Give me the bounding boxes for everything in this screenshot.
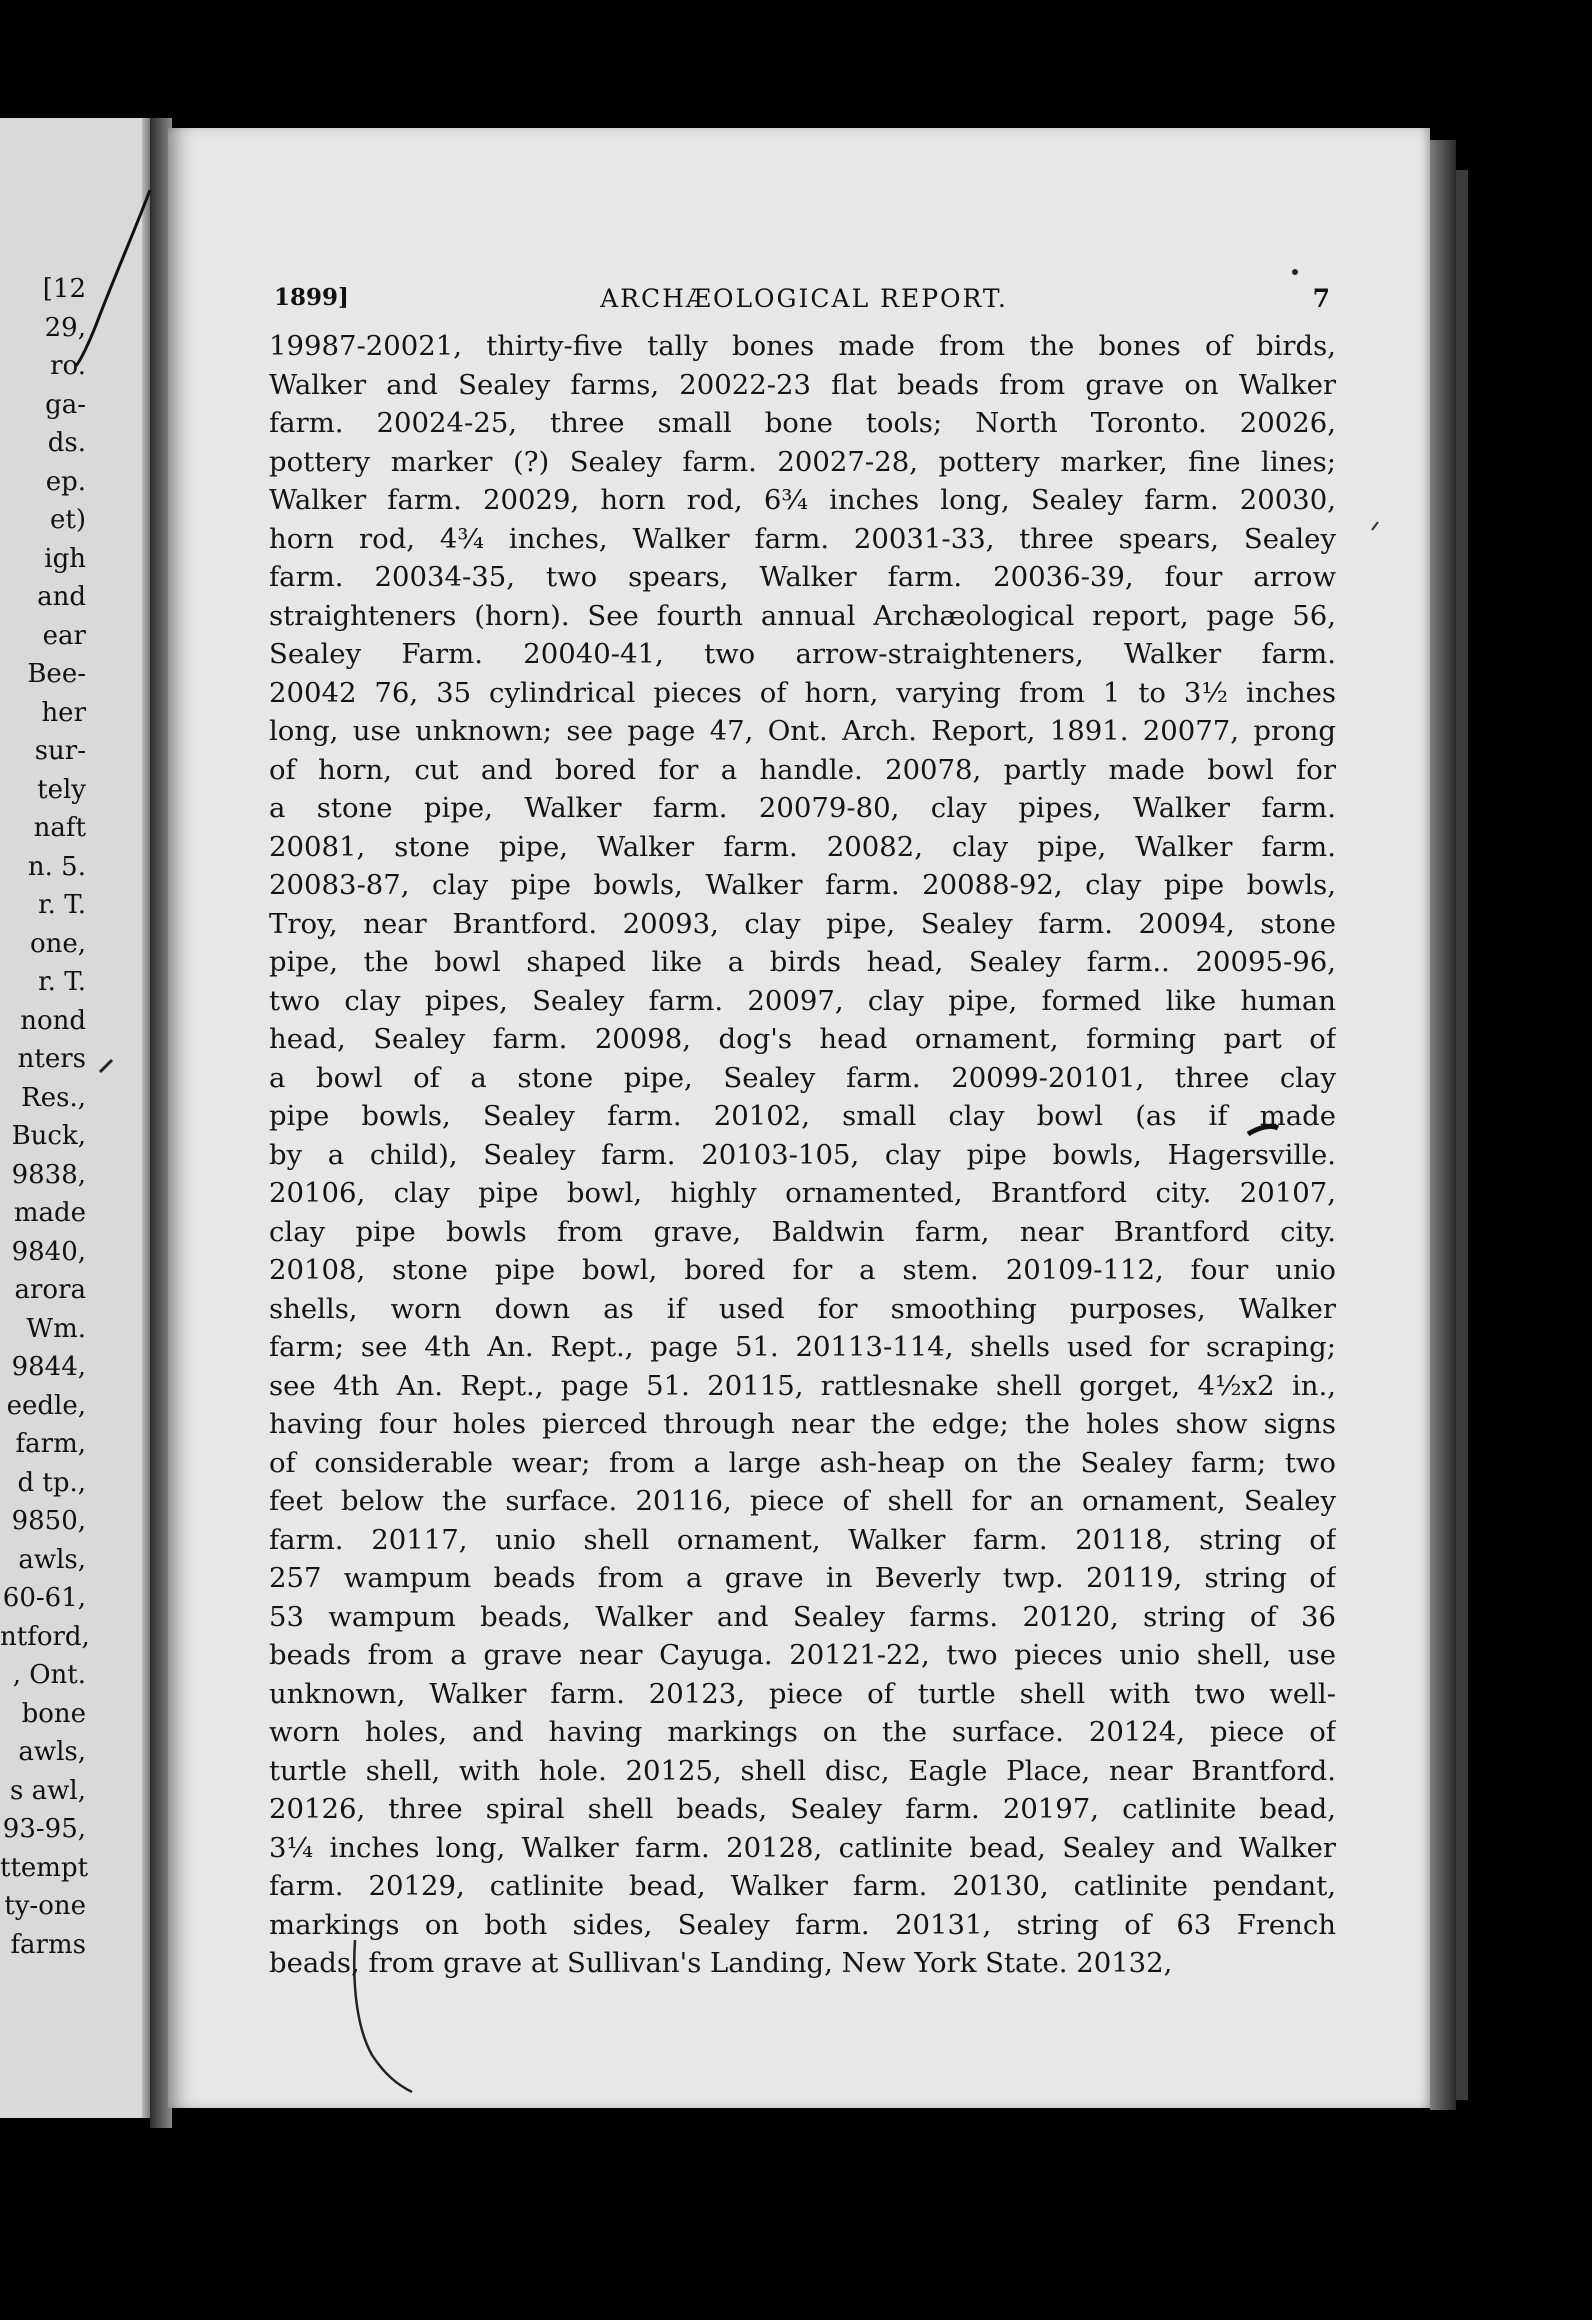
facing-page-fragment: r. T.	[38, 890, 86, 920]
facing-page-fragment: , Ont.	[12, 1660, 86, 1690]
facing-page-fragment: 9844,	[11, 1352, 86, 1382]
facing-page-fragment: awls,	[18, 1544, 86, 1575]
text-line: farm. 20117, unio shell ornament, Walker farm. 20118, string of	[269, 1523, 1336, 1556]
text-line: horn rod, 4¾ inches, Walker farm. 20031-33, three spears, Sealey	[269, 522, 1336, 555]
text-line: farm; see 4th An. Rept., page 51. 20113-114, shells used for scraping;	[269, 1331, 1336, 1363]
text-line: pottery marker (?) Sealey farm. 20027-28, pottery marker, fine lines;	[269, 445, 1336, 478]
text-line: 20042 76, 35 cylindrical pieces of horn, varying from 1 to 3½ inches	[269, 676, 1336, 709]
facing-page-fragment: r. T.	[38, 967, 86, 997]
facing-page-fragment: her	[41, 697, 86, 728]
facing-page-fragment: ga-	[45, 389, 86, 420]
facing-page-fragment: 29,	[44, 312, 86, 343]
text-line: straighteners (horn). See fourth annual Archæological report, page 56,	[269, 599, 1336, 632]
facing-page-fragment: s awl,	[10, 1775, 86, 1806]
facing-page-fragment: made	[13, 1198, 86, 1228]
text-line: shells, worn down as if used for smoothing purposes, Walker	[269, 1292, 1336, 1325]
text-line: a stone pipe, Walker farm. 20079-80, clay pipes, Walker farm.	[269, 792, 1336, 824]
facing-page-fragment: one,	[29, 928, 86, 959]
text-line: of considerable wear; from a large ash-heap on the Sealey farm; two	[269, 1446, 1336, 1479]
facing-page-fragment: ttempt	[0, 1852, 89, 1883]
text-line: head, Sealey farm. 20098, dog's head ornament, forming part of	[269, 1023, 1336, 1055]
facing-page-fragment: arora	[14, 1275, 86, 1305]
facing-page-fragment: sur-	[34, 736, 86, 766]
text-line: beads from a grave near Cayuga. 20121-22, two pieces unio shell, use	[269, 1639, 1336, 1671]
text-line: beads, from grave at Sullivan's Landing, New York State. 20132,	[269, 1947, 1173, 1979]
text-line: markings on both sides, Sealey farm. 20131, string of 63 French	[269, 1908, 1336, 1941]
text-line: farm. 20024-25, three small bone tools; North Toronto. 20026,	[269, 407, 1336, 439]
text-line: farm. 20129, catlinite bead, Walker farm. 20130, catlinite pendant,	[269, 1870, 1336, 1902]
ink-mark-small	[1372, 522, 1378, 530]
text-line: clay pipe bowls from grave, Baldwin farm, near Brantford city.	[269, 1215, 1336, 1248]
facing-page-fragment: n. 5.	[27, 851, 86, 882]
text-line: unknown, Walker farm. 20123, piece of turtle shell with two well-	[269, 1677, 1336, 1710]
facing-page-fragment: Res.,	[21, 1082, 86, 1113]
facing-page-fragment: nond	[20, 1005, 86, 1036]
facing-page-fragment: et)	[50, 505, 86, 535]
text-line: 3¼ inches long, Walker farm. 20128, catlinite bead, Sealey and Walker	[269, 1831, 1336, 1864]
text-line: two clay pipes, Sealey farm. 20097, clay pipe, formed like human	[269, 984, 1336, 1017]
text-line: Walker farm. 20029, horn rod, 6¾ inches long, Sealey farm. 20030,	[269, 484, 1336, 516]
facing-page-fragment: 60-61,	[2, 1583, 86, 1613]
text-line: worn holes, and having markings on the surface. 20124, piece of	[269, 1716, 1336, 1748]
facing-page-fragment: ds.	[47, 428, 86, 458]
text-line: 20108, stone pipe bowl, bored for a stem. 20109-112, four unio	[269, 1254, 1336, 1286]
facing-page-fragment: ntford,	[0, 1621, 90, 1652]
facing-page-fragment: bone	[21, 1698, 86, 1729]
text-line: 19987-20021, thirty-five tally bones made from the bones of birds,	[269, 330, 1336, 362]
facing-page-fragment: 9838,	[11, 1159, 86, 1190]
facing-page-fragment: [12	[42, 274, 86, 304]
text-line: Walker and Sealey farms, 20022-23 flat beads from grave on Walker	[269, 368, 1336, 401]
facing-page-fragment: Wm.	[26, 1313, 86, 1344]
facing-page-fragment: ep.	[45, 466, 86, 497]
text-line: having four holes pierced through near the edge; the holes show signs	[269, 1408, 1336, 1440]
text-line: 20081, stone pipe, Walker farm. 20082, clay pipe, Walker farm.	[269, 830, 1336, 863]
facing-page-fragment: d tp.,	[17, 1467, 86, 1498]
pencil-stroke-bottom	[354, 1940, 412, 2092]
text-line: a bowl of a stone pipe, Sealey farm. 20099-20101, three clay	[269, 1061, 1336, 1094]
facing-page-fragment: farm,	[15, 1429, 86, 1459]
text-line: Troy, near Brantford. 20093, clay pipe, Sealey farm. 20094, stone	[269, 907, 1336, 940]
facing-page-fragment: Bee-	[27, 659, 86, 689]
facing-page-fragment: and	[37, 582, 86, 612]
pencil-stroke-top-left	[76, 190, 150, 366]
text-line: by a child), Sealey farm. 20103-105, clay pipe bowls, Hagersville.	[269, 1138, 1336, 1171]
text-line: turtle shell, with hole. 20125, shell disc, Eagle Place, near Brantford.	[269, 1754, 1336, 1787]
header-year: 1899]	[274, 284, 349, 311]
text-line: Sealey Farm. 20040-41, two arrow-straighteners, Walker farm.	[269, 638, 1336, 670]
text-line: 20083-87, clay pipe bowls, Walker farm. 20088-92, clay pipe bowls,	[269, 869, 1336, 901]
facing-page-fragment: 9850,	[11, 1506, 86, 1536]
text-line: farm. 20034-35, two spears, Walker farm. 20036-39, four arrow	[269, 561, 1336, 593]
page-number: 7	[1312, 284, 1330, 313]
text-line: feet below the surface. 20116, piece of shell for an ornament, Sealey	[269, 1485, 1336, 1517]
facing-page-fragment: ear	[42, 620, 86, 651]
text-line: see 4th An. Rept., page 51. 20115, rattlesnake shell gorget, 4½x2 in.,	[269, 1369, 1336, 1402]
ink-mark-right-margin	[1248, 1126, 1278, 1134]
text-line: long, use unknown; see page 47, Ont. Arch. Report, 1891. 20077, prong	[269, 715, 1336, 747]
pencil-stroke-margin	[100, 1060, 112, 1072]
facing-page-fragment: Buck,	[11, 1121, 86, 1151]
text-line: of horn, cut and bored for a handle. 20078, partly made bowl for	[269, 753, 1336, 786]
facing-page-fragment: awls,	[18, 1737, 86, 1767]
text-line: pipe bowls, Sealey farm. 20102, small clay bowl (as if made	[269, 1100, 1336, 1132]
facing-page-fragment: tely	[37, 774, 86, 805]
facing-page-fragment: eedle,	[6, 1390, 86, 1421]
facing-page-fragment: ro.	[50, 351, 86, 381]
facing-page-fragment: naft	[33, 813, 86, 843]
facing-page-fragment: nters	[17, 1044, 86, 1074]
facing-page-fragment: farms	[10, 1929, 86, 1960]
text-line: 53 wampum beads, Walker and Sealey farms. 20120, string of 36	[269, 1600, 1336, 1633]
facing-page-fragment: 9840,	[11, 1236, 86, 1267]
text-line: 20126, three spiral shell beads, Sealey farm. 20197, catlinite bead,	[269, 1793, 1336, 1825]
header-title: ARCHÆOLOGICAL REPORT.	[600, 284, 1008, 313]
text-line: 257 wampum beads from a grave in Beverly twp. 20119, string of	[269, 1562, 1336, 1594]
text-line: 20106, clay pipe bowl, highly ornamented, Brantford city. 20107,	[269, 1177, 1336, 1209]
text-line: pipe, the bowl shaped like a birds head, Sealey farm.. 20095-96,	[269, 946, 1336, 978]
facing-page-fragment: ty-one	[4, 1891, 86, 1921]
facing-page-fragment: 93-95,	[2, 1814, 86, 1844]
facing-page-fragment: igh	[44, 543, 86, 574]
